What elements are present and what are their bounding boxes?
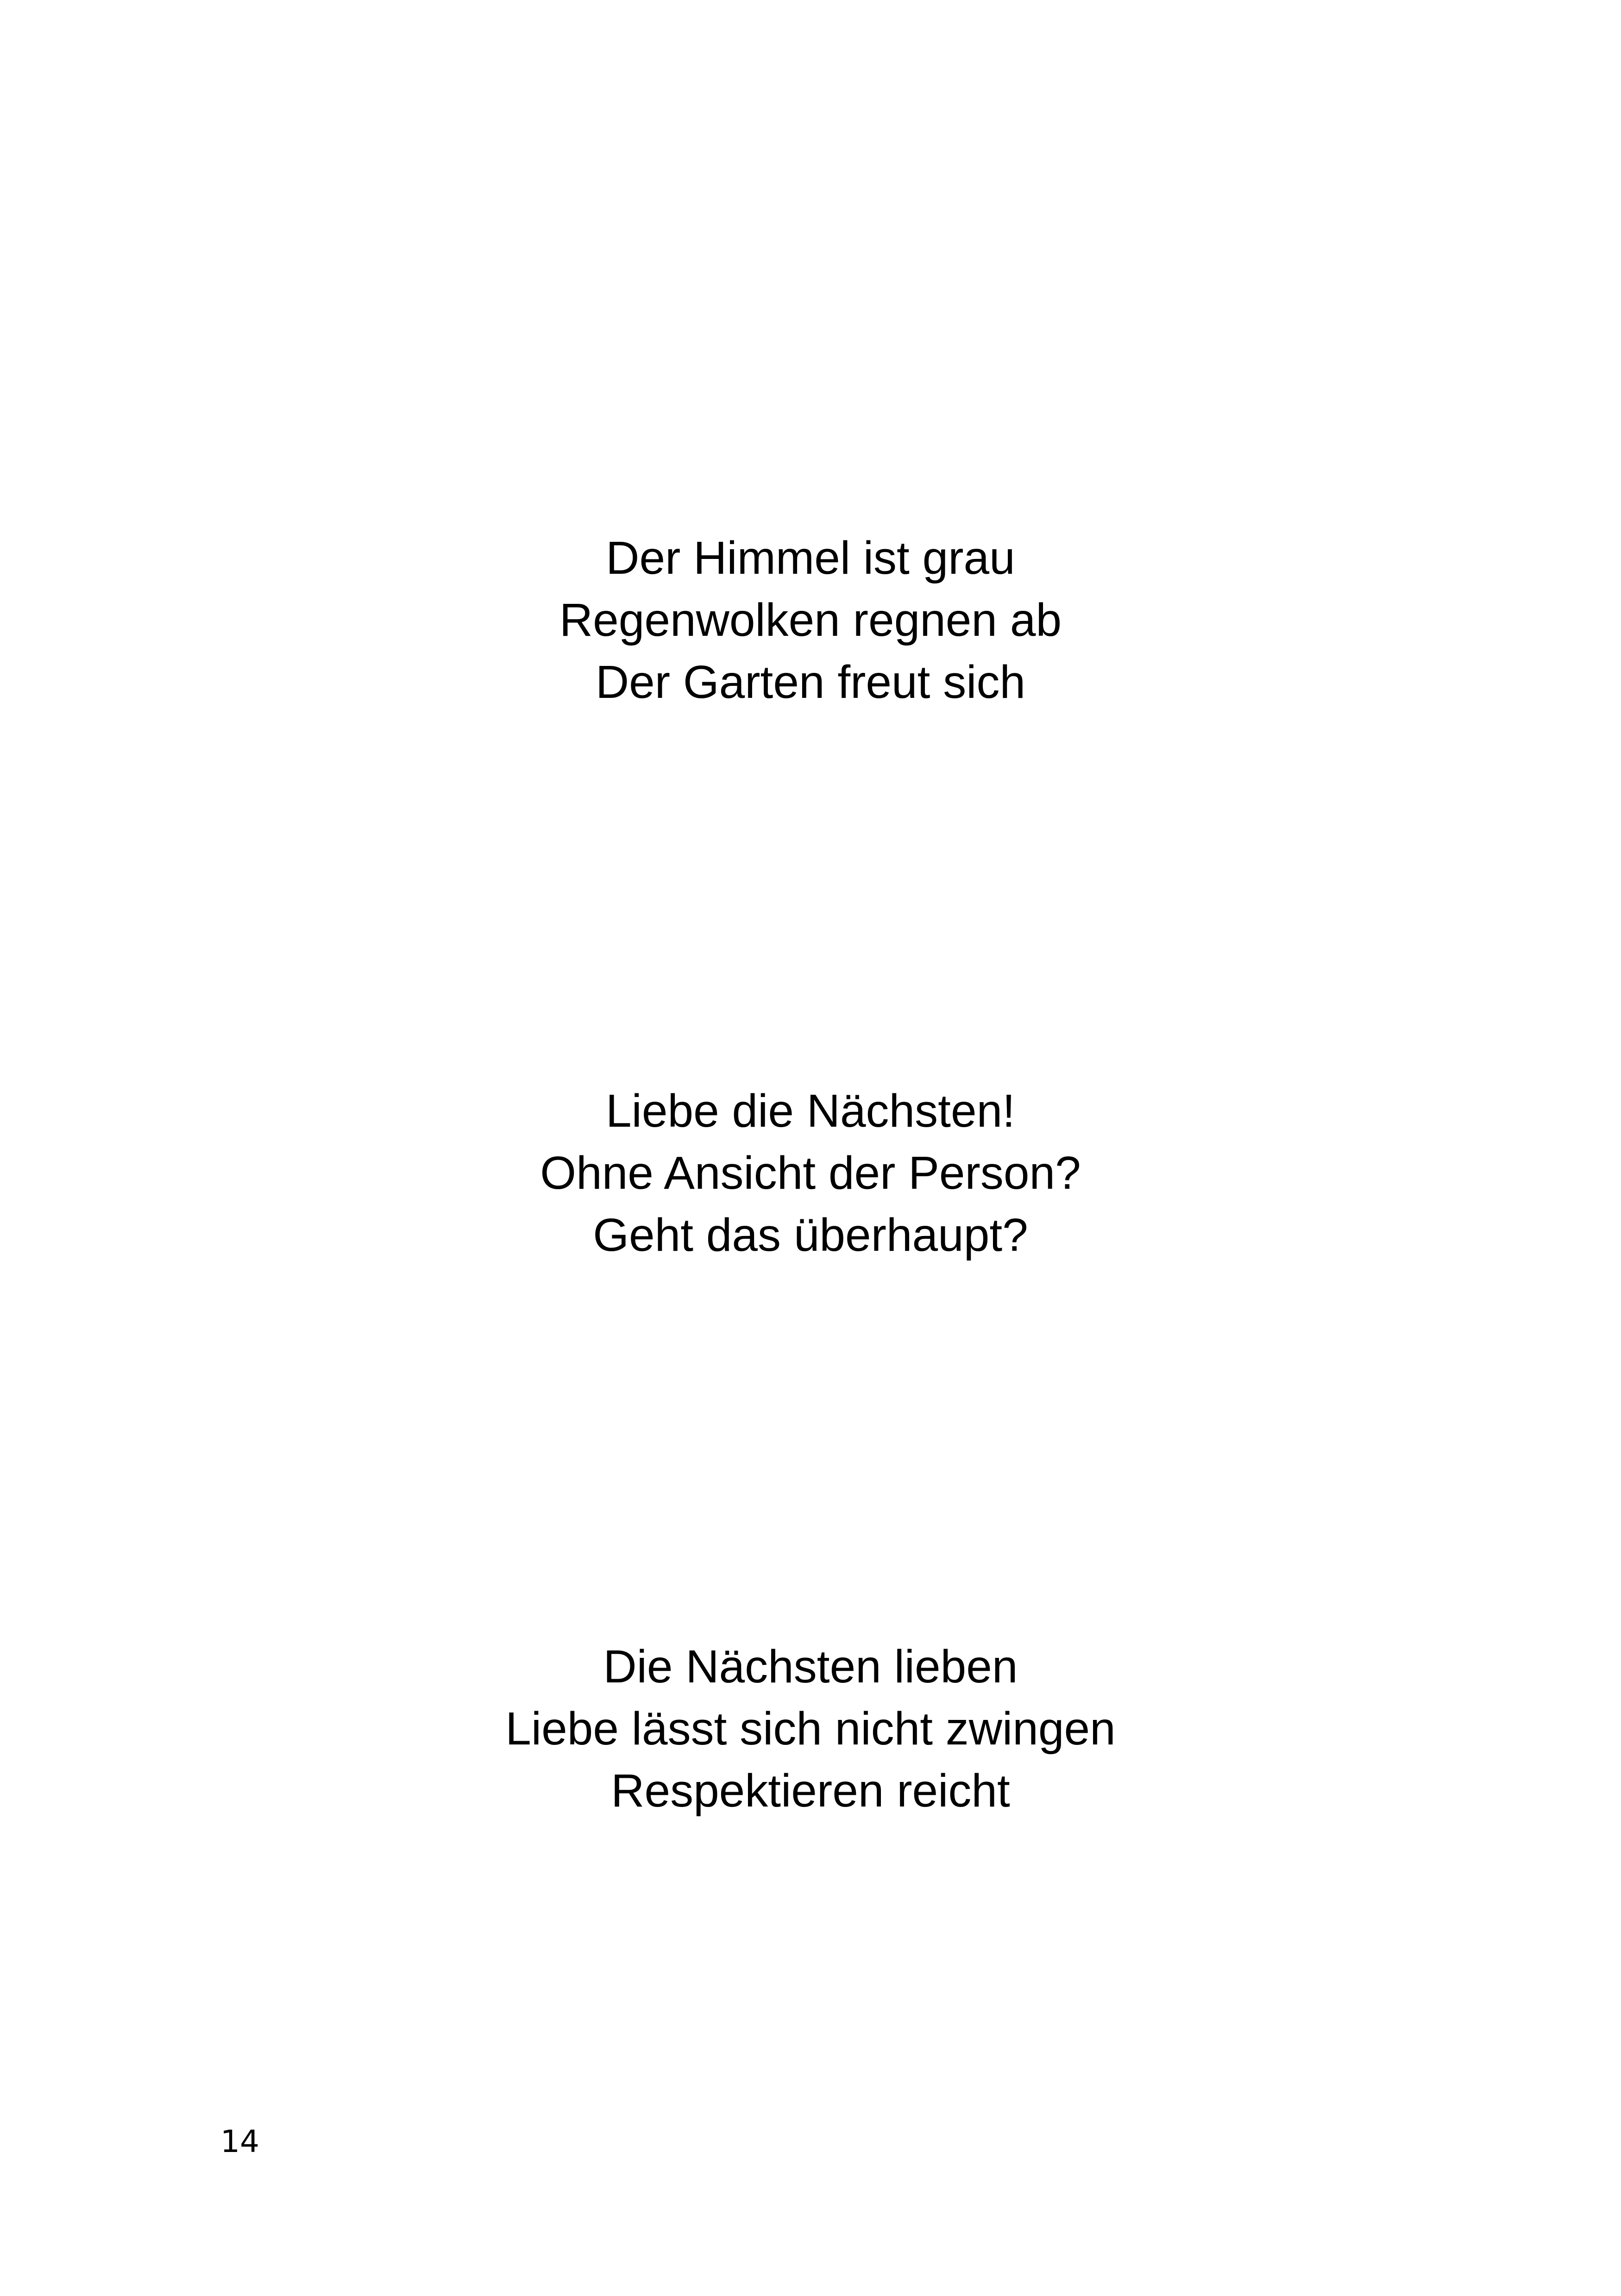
stanza-line: Liebe die Nächsten! [606, 1085, 1015, 1137]
haiku-stanza-3 [0, 1636, 1621, 1822]
haiku-stanza-2 [0, 1080, 1621, 1266]
stanza-line: Der Himmel ist grau [606, 532, 1015, 584]
page-number: 14 [220, 2124, 259, 2159]
haiku-stanza-1 [0, 527, 1621, 713]
stanza-line: Ohne Ansicht der Person? [540, 1147, 1081, 1199]
stanza-line: Geht das überhaupt? [593, 1209, 1028, 1261]
stanza-line: Regenwolken regnen ab [559, 594, 1062, 646]
stanza-line: Liebe lässt sich nicht zwingen [505, 1703, 1116, 1755]
stanza-line: Der Garten freut sich [595, 656, 1026, 708]
stanza-line: Respektieren reicht [611, 1765, 1010, 1817]
stanza-line: Die Nächsten lieben [603, 1641, 1018, 1693]
